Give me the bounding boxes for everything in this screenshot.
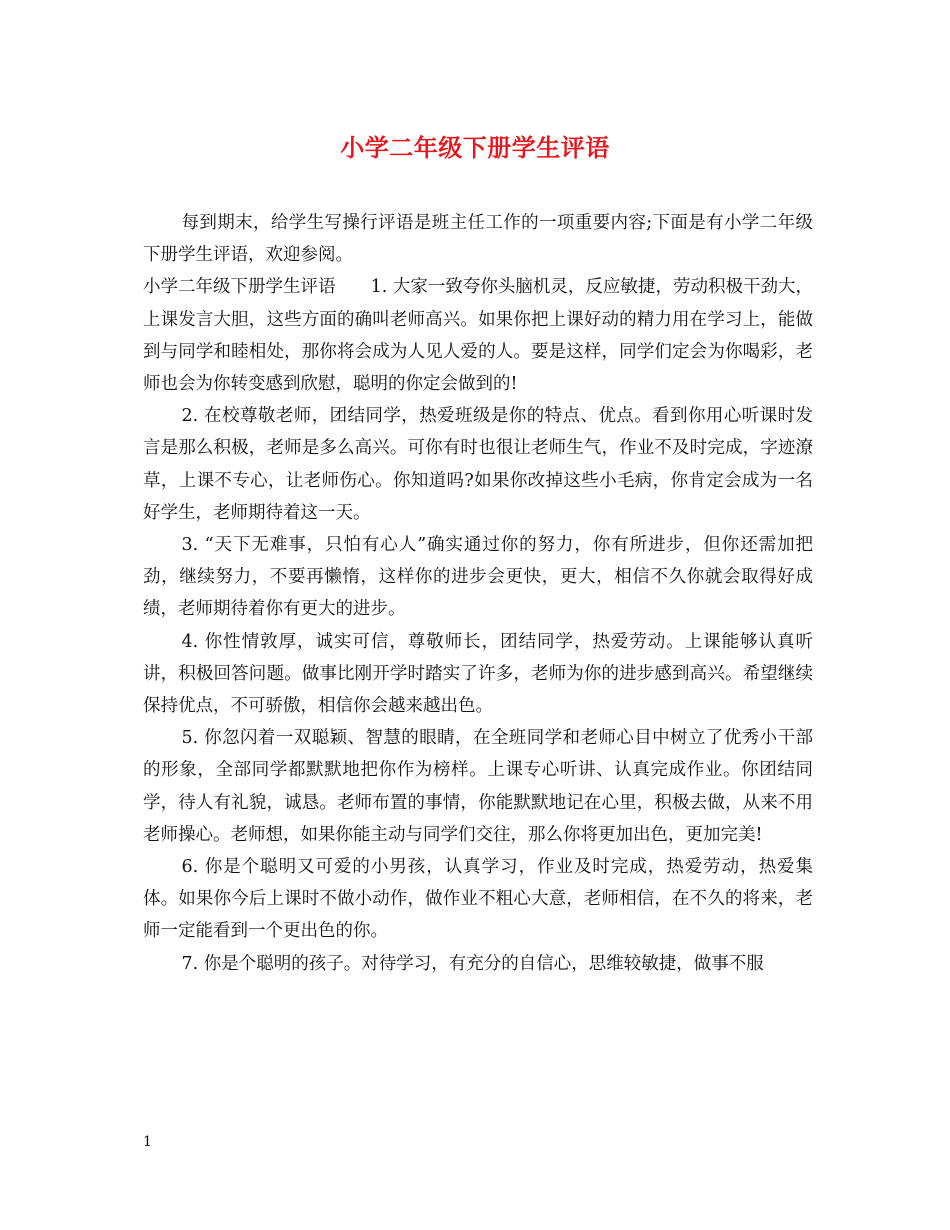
paragraph-comment-3: 3. “天下无难事，只怕有心人”确实通过你的努力，你有所进步，但你还需加把劲，继续努力，不要再懒惰，这样你的进步会更快，更大，相信不久你就会取得好成绩，老师期待着你有更大的进步。 — [143, 535, 813, 620]
paragraph-comment-6: 6. 你是个聪明又可爱的小男孩，认真学习，作业及时完成，热爱劳动，热爱集体。如果你今后上课时不做小动作，做作业不粗心大意，老师相信，在不久的将来，老师一定能看到一个更出色的你。 — [143, 857, 813, 942]
paragraph-comment-7: 7. 你是个聪明的孩子。对待学习，有充分的自信心，思维较敏捷，做事不服 — [181, 953, 764, 974]
page-number: 1 — [143, 1134, 152, 1150]
document-title: 小学二年级下册学生评语 — [340, 133, 610, 162]
paragraph-comment-1: 小学二年级下册学生评语 1. 大家一致夸你头脑机灵，反应敏捷，劳动积极干劲大，上课发言大胆，这些方面的确叫老师高兴。如果你把上课好动的精力用在学习上，能做到与同学和睦相处，那你将会成为人见人爱的人。要是这样，同学们定会为你喝彩，老师也会为你转变感到欣慰，聪明的你定会做到的! — [143, 277, 813, 395]
paragraph-comment-2: 2. 在校尊敬老师，团结同学，热爱班级是你的特点、优点。看到你用心听课时发言是那么积极，老师是多么高兴。可你有时也很让老师生气，作业不及时完成，字迹潦草，上课不专心，让老师伤心。你知道吗?如果你改掉这些小毛病，你肯定会成为一名好学生，老师期待着这一天。 — [143, 406, 813, 523]
paragraph-intro: 每到期末，给学生写操行评语是班主任工作的一项重要内容;下面是有小学二年级下册学生评语，欢迎参阅。 — [143, 213, 813, 266]
paragraph-comment-4: 4. 你性情敦厚，诚实可信，尊敬师长，团结同学，热爱劳动。上课能够认真听讲，积极回答问题。做事比刚开学时踏实了许多，老师为你的进步感到高兴。希望继续保持优点，不可骄傲，相信你会越来越出色。 — [143, 631, 813, 717]
paragraph-comment-5: 5. 你忽闪着一双聪颖、智慧的眼睛，在全班同学和老师心目中树立了优秀小干部的形象，全部同学都默默地把你作为榜样。上课专心听讲、认真完成作业。你团结同学，待人有礼貌，诚恳。老师布置的事情，你能默默地记在心里，积极去做，从来不用老师操心。老师想，如果你能主动与同学们交往，那么你将更加出色，更加完美! — [143, 728, 813, 845]
document-body — [143, 207, 813, 980]
